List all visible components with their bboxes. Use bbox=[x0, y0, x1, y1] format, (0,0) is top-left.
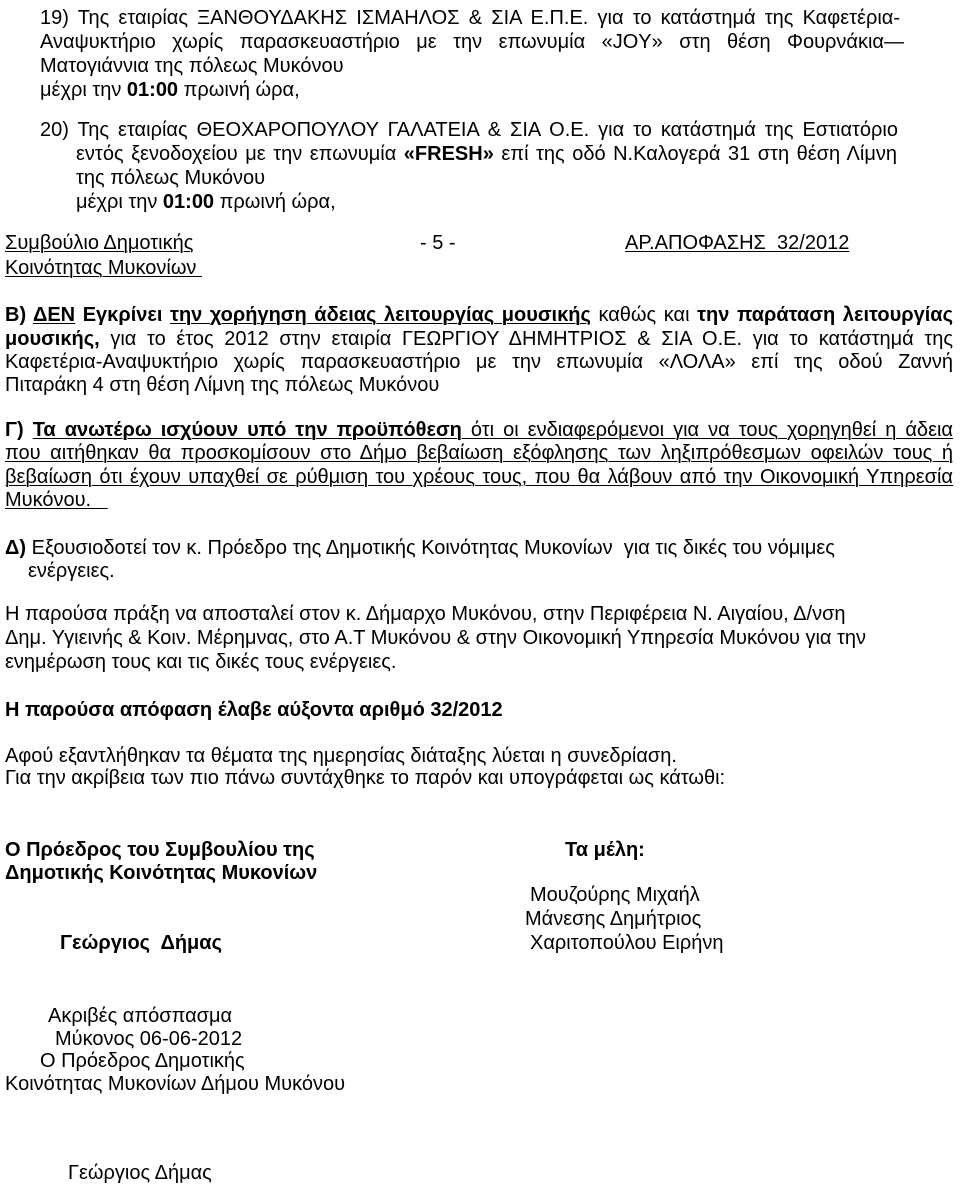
decision-number-header bbox=[625, 231, 849, 255]
member-name: Μάνεσης Δημήτριος bbox=[525, 908, 702, 930]
item-20-line-1: 20) Της εταιρίας ΘΕΟΧΑΡΟΠΟΥΛΟΥ ΓΑΛΑΤΕΙΑ & ΣΙΑ Ο.Ε. για το κατάστημά της Εστιατόριο bbox=[40, 119, 898, 141]
section-c-line-1 bbox=[5, 418, 953, 442]
president-name: Γεώργιος Δήμας bbox=[60, 932, 222, 954]
members-label: Τα μέλη: bbox=[565, 839, 645, 861]
item-20-line-3: της πόλεως Μυκόνου bbox=[76, 167, 266, 189]
condition-heading: Τα ανωτέρω ισχύουν υπό την προϋπόθεση bbox=[32, 419, 462, 441]
hours-prefix: μέχρι την bbox=[76, 191, 163, 213]
closing-time: 01:00 bbox=[126, 79, 179, 101]
extract-signer-title-line-1: Ο Πρόεδρος Δημοτικής bbox=[40, 1050, 245, 1072]
section-b-line-2 bbox=[5, 327, 953, 351]
extract-place-date: Μύκονος 06-06-2012 bbox=[55, 1028, 243, 1050]
council-community: Κοινότητας Μυκονίων bbox=[5, 257, 202, 279]
music-license-subject: την χορήγηση άδειας λειτουργίας μουσικής bbox=[170, 304, 591, 326]
decision-number: ΑΡ.ΑΠΟΦΑΣΗΣ 32/2012 bbox=[625, 232, 850, 254]
section-b-line-1 bbox=[5, 303, 953, 327]
section-b-line-3: Καφετέρια-Αναψυκτήριο χωρίς παρασκευαστήριο με την επωνυμία «ΛΟΛΑ» επί της οδού Ζαννή bbox=[5, 351, 953, 373]
council-name: Συμβούλιο Δημοτικής bbox=[5, 232, 194, 254]
section-d-line-1 bbox=[5, 536, 835, 560]
section-b-line-4: Πιταράκη 4 στη θέση Λίμνη της πόλεως Μυκόνου bbox=[5, 374, 440, 396]
hours-suffix: πρωινή ώρα, bbox=[214, 191, 336, 213]
distribution-line-3: ενημέρωση τους και τις δικές τους ενέργειες. bbox=[5, 651, 397, 673]
closing-line-1: Αφού εξαντλήθηκαν τα θέματα της ημερησίας διάταξης λύεται η συνεδρίαση. bbox=[5, 745, 677, 767]
member-name: Χαριτοπούλου Ειρήνη bbox=[530, 932, 724, 954]
extract-signatory-name: Γεώργιος Δήμας bbox=[68, 1162, 212, 1184]
council-name-line-2 bbox=[5, 256, 202, 280]
negation-word: ΔΕΝ bbox=[32, 304, 76, 326]
section-c-line-4-text: Μυκόνου. bbox=[5, 489, 108, 511]
item-19-line-1: 19) Της εταιρίας ΞΑΝΘΟΥΔΑΚΗΣ ΙΣΜΑΗΛΟΣ & ΣΙΑ Ε.Π.Ε. για το κατάστημά της Καφετέρια- bbox=[40, 7, 900, 29]
item-20-hours-line bbox=[76, 190, 336, 214]
section-b-line-2-rest: για το έτος 2012 στην εταιρία ΓΕΩΡΓΙΟΥ ΔΗΜΗΤΡΙΟΣ & ΣΙΑ Ο.Ε. για το κατάστημά της bbox=[99, 328, 953, 350]
section-c-line-3: βεβαίωση ότι έχουν υπαχθεί σε ρύθμιση του χρέους τους, που θα λάβουν από την Οικονομική Υπηρεσία bbox=[5, 466, 953, 488]
member-name: Μουζούρης Μιχαήλ bbox=[530, 884, 700, 906]
distribution-line-1: Η παρούσα πράξη να αποσταλεί στον κ. Δήμαρχο Μυκόνου, στην Περιφέρεια Ν. Αιγαίου, Δ/νση bbox=[5, 603, 846, 625]
item-19-line-2: Αναψυκτήριο χωρίς παρασκευαστήριο με την επωνυμία «JOY» στη θέση Φουρνάκια— bbox=[40, 31, 904, 53]
hours-prefix: μέχρι την bbox=[40, 79, 127, 101]
section-d-label: Δ) bbox=[5, 537, 27, 559]
closing-time: 01:00 bbox=[162, 191, 215, 213]
section-c-line-1-rest: ότι οι ενδιαφερόμενοι για να τους χορηγηθεί η άδεια bbox=[461, 419, 953, 441]
extension-subject-cont: μουσικής, bbox=[5, 328, 100, 350]
council-name-line-1 bbox=[5, 231, 193, 255]
item-20-line-2 bbox=[76, 142, 897, 166]
decision-verb: Εγκρίνει bbox=[75, 304, 171, 326]
certified-extract-label: Ακριβές απόσπασμα bbox=[48, 1005, 233, 1027]
extract-signer-title-line-2: Κοινότητας Μυκονίων Δήμου Μυκόνου bbox=[5, 1073, 346, 1095]
section-d-line-2: ενέργειες. bbox=[28, 560, 115, 582]
closing-line-2: Για την ακρίβεια των πιο πάνω συντάχθηκε το παρόν και υπογράφεται ως κάτωθι: bbox=[5, 767, 726, 789]
item-19-line-3: Ματογιάννια της πόλεως Μυκόνου bbox=[40, 55, 344, 77]
distribution-line-2: Δημ. Υγιεινής & Κοιν. Μέρημνας, στο Α.Τ Μυκόνου & στην Οικονομική Υπηρεσία Μυκόνου για την bbox=[5, 627, 867, 649]
section-b-label: Β) bbox=[5, 304, 33, 326]
business-name: «FRESH» bbox=[403, 143, 494, 165]
page-number: - 5 - bbox=[420, 232, 456, 254]
president-title-line-2: Δημοτικής Κοινότητας Μυκονίων bbox=[5, 862, 318, 884]
section-c-label: Γ) bbox=[5, 419, 33, 441]
section-d-line-1-text: Εξουσιοδοτεί τον κ. Πρόεδρο της Δημοτικής Κοινότητας Μυκονίων για τις δικές του νόμιμες bbox=[26, 537, 835, 559]
section-c-line-4 bbox=[5, 488, 108, 512]
conjunction: καθώς και bbox=[590, 304, 698, 326]
section-c-line-2: που αιτήθηκαν θα προσκομίσουν στο Δήμο βεβαίωση εξόφλησης των ληξιπρόθεσμων οφειλών τους ή bbox=[5, 442, 953, 464]
decision-record-statement: Η παρούσα απόφαση έλαβε αύξοντα αριθμό 32/2012 bbox=[5, 699, 503, 721]
president-title-line-1: Ο Πρόεδρος του Συμβουλίου της bbox=[5, 839, 315, 861]
item-19-hours-line bbox=[40, 78, 300, 102]
hours-suffix: πρωινή ώρα, bbox=[178, 79, 300, 101]
item-20-line-2-suffix: επί της οδό Ν.Καλογερά 31 στη θέση Λίμνη bbox=[493, 143, 898, 165]
extension-subject: την παράταση λειτουργίας bbox=[697, 304, 953, 326]
item-20-line-2-prefix: εντός ξενοδοχείου με την επωνυμία bbox=[76, 143, 404, 165]
